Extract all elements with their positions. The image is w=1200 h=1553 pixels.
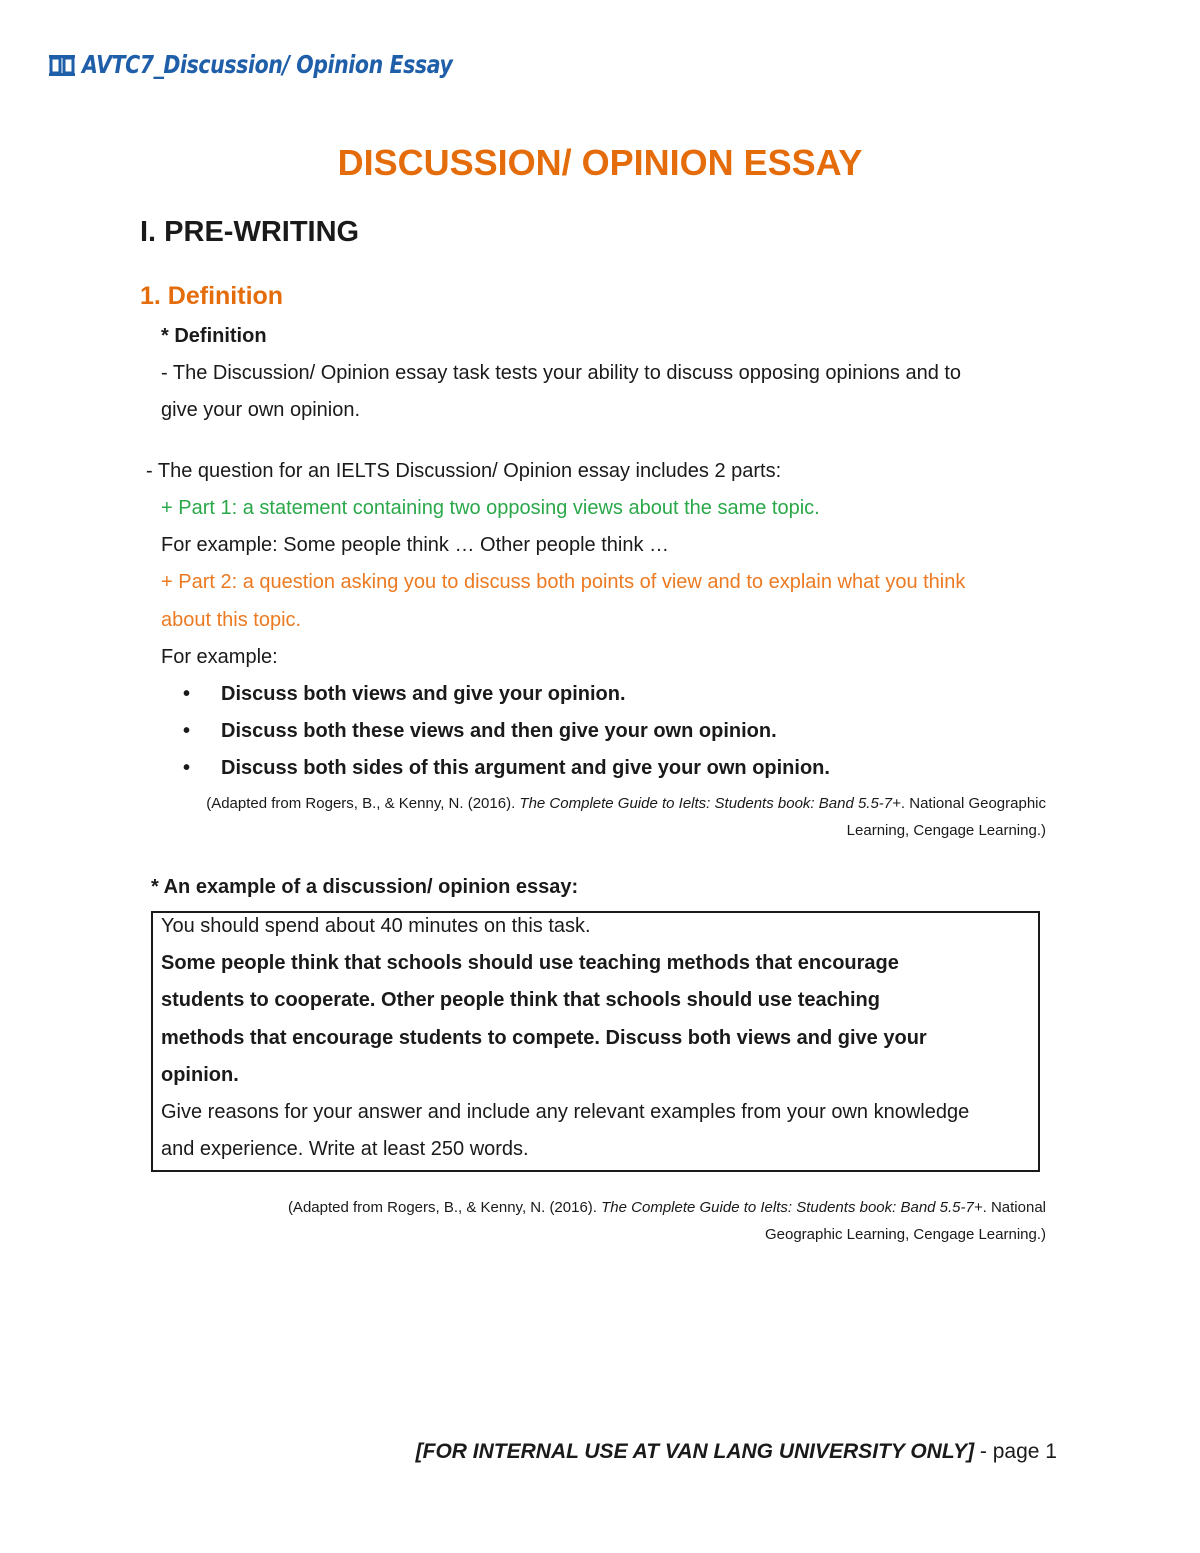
part1-example: For example: Some people think … Other people think … xyxy=(161,534,670,556)
subsection-heading: 1. Definition xyxy=(140,282,284,310)
definition-label: * Definition xyxy=(161,325,267,347)
part2-text: + Part 2: a question asking you to discuss both points of view and to explain what you think xyxy=(161,571,966,593)
list-item xyxy=(183,720,777,743)
parts-intro: - The question for an IELTS Discussion/ Opinion essay includes 2 parts: xyxy=(146,460,782,482)
task-prompt: methods that encourage students to compete. Discuss both views and give your xyxy=(161,1027,927,1049)
example-heading: * An example of a discussion/ opinion essay: xyxy=(151,876,579,898)
definition-text: - The Discussion/ Opinion essay task tests your ability to discuss opposing opinions and to xyxy=(161,362,962,384)
footer-notice: [FOR INTERNAL USE AT VAN LANG UNIVERSITY ONLY] xyxy=(415,1440,975,1463)
page-title: DISCUSSION/ OPINION ESSAY xyxy=(337,142,863,183)
list-item xyxy=(183,683,626,706)
citation-text: Geographic Learning, Cengage Learning.) xyxy=(764,1226,1046,1243)
page-footer xyxy=(416,1440,1057,1464)
part2-example-label: For example: xyxy=(161,646,278,668)
citation-book-title: The Complete Guide to Ielts: Students book: Band 5.5-7+ xyxy=(601,1199,983,1216)
task-prompt: Some people think that schools should use teaching methods that encourage xyxy=(161,952,899,974)
task-closing: Give reasons for your answer and include any relevant examples from your own knowledge xyxy=(161,1101,970,1123)
citation-text: (Adapted from Rogers, B., & Kenny, N. (2016). xyxy=(206,795,520,812)
part1-text: + Part 1: a statement containing two opposing views about the same topic. xyxy=(161,497,820,519)
list-item xyxy=(183,757,830,780)
task-prompt: opinion. xyxy=(161,1064,239,1086)
page-number: - page 1 xyxy=(974,1440,1057,1463)
bullet-text: Discuss both sides of this argument and give your own opinion. xyxy=(221,757,830,779)
bullet-icon: • xyxy=(183,720,191,742)
definition-text: give your own opinion. xyxy=(161,399,361,421)
task-closing: and experience. Write at least 250 words. xyxy=(161,1138,529,1160)
citation-text: . National Geographic xyxy=(900,795,1046,812)
citation xyxy=(206,790,1046,844)
citation-book-title: The Complete Guide to Ielts: Students book: Band 5.5-7+ xyxy=(519,795,901,812)
header-title: AVTC7_Discussion/ Opinion Essay xyxy=(82,50,453,79)
bullet-text: Discuss both views and give your opinion. xyxy=(221,683,626,705)
bullet-icon: • xyxy=(183,683,191,705)
section-heading: I. PRE-WRITING xyxy=(140,216,360,248)
bullet-text: Discuss both these views and then give your own opinion. xyxy=(221,720,777,742)
task-prompt: students to cooperate. Other people think that schools should use teaching xyxy=(161,989,880,1011)
bullet-icon: • xyxy=(183,757,191,779)
citation-text: . National xyxy=(982,1199,1046,1216)
citation xyxy=(288,1194,1046,1248)
citation-text: Learning, Cengage Learning.) xyxy=(846,822,1046,839)
task-instruction: You should spend about 40 minutes on this task. xyxy=(161,915,591,937)
book-icon xyxy=(48,53,76,77)
document-header xyxy=(48,50,534,79)
citation-text: (Adapted from Rogers, B., & Kenny, N. (2016). xyxy=(287,1199,602,1216)
part2-text: about this topic. xyxy=(161,609,302,631)
